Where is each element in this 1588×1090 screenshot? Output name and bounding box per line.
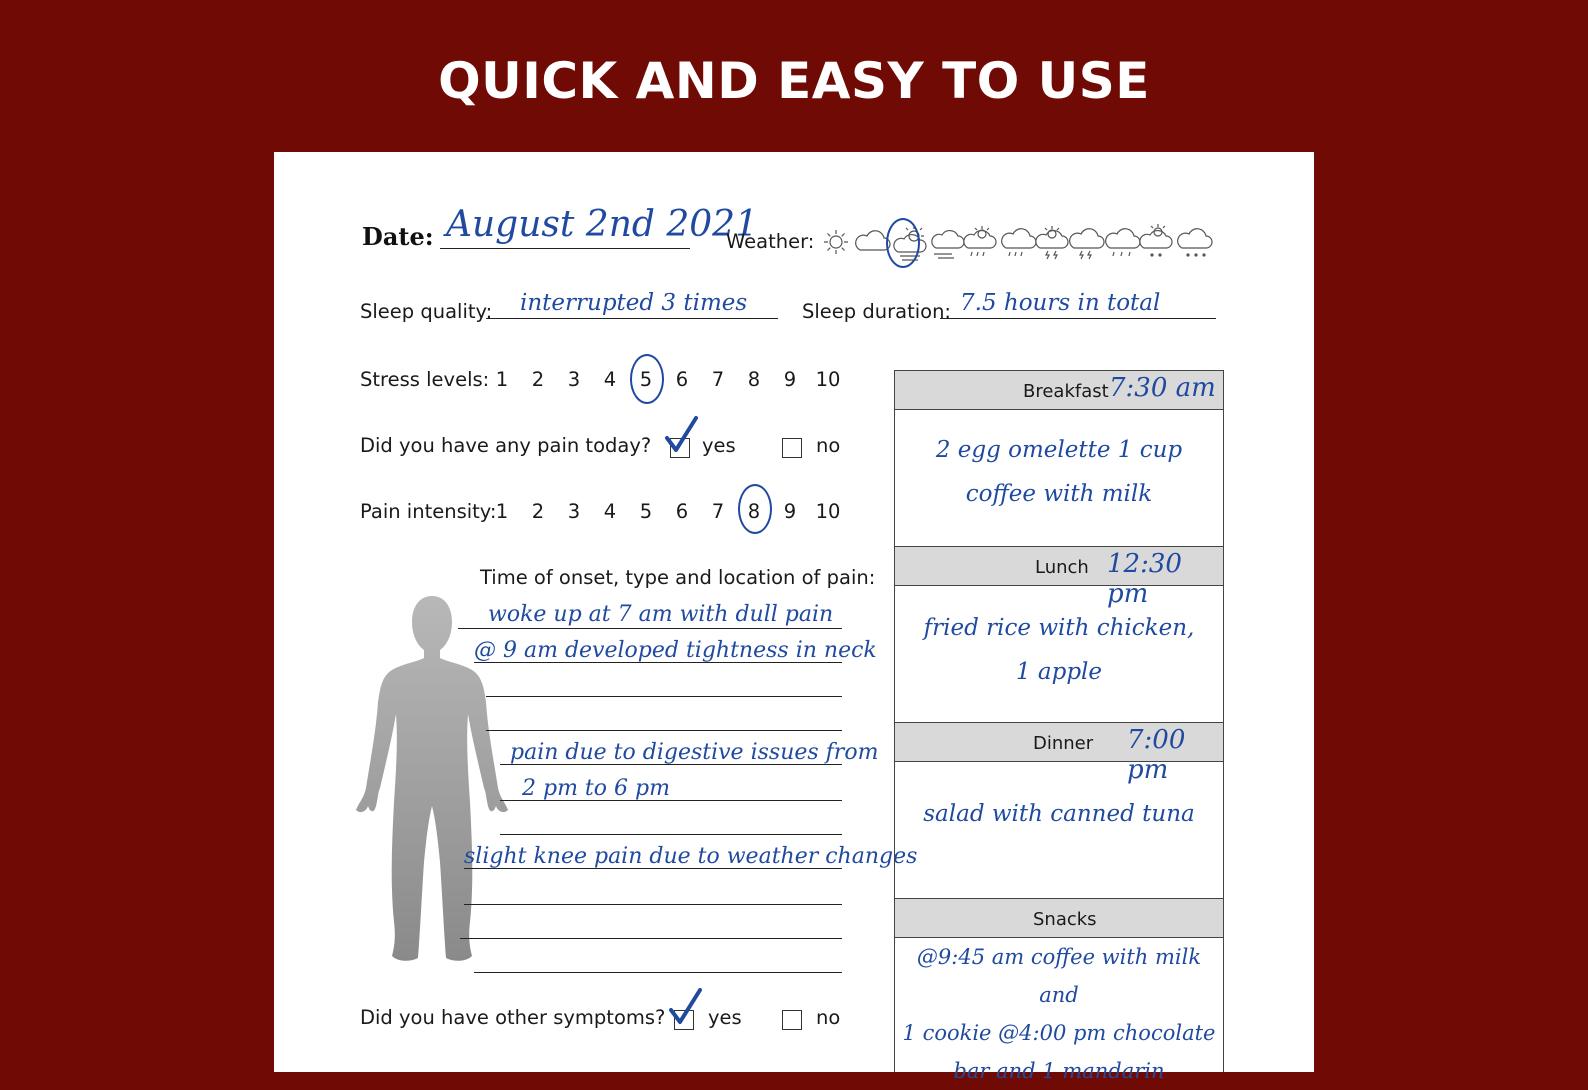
- stress-levels-label: Stress levels:: [360, 368, 490, 391]
- pain-yes-label: yes: [702, 434, 736, 457]
- pain-option[interactable]: 6: [675, 500, 689, 523]
- onset-line: [500, 834, 842, 835]
- sleep-quality-underline: [486, 318, 778, 319]
- sleep-duration-value[interactable]: 7.5 hours in total: [960, 290, 1161, 316]
- pain-option[interactable]: 8: [747, 500, 761, 523]
- dinner-header: [894, 722, 1224, 785]
- symptoms-no-checkbox[interactable]: [782, 1010, 802, 1030]
- banner-title: QUICK AND EASY TO USE: [438, 52, 1150, 110]
- breakfast-label: Breakfast: [1023, 381, 1109, 402]
- sleep-duration-label: Sleep duration:: [802, 300, 951, 323]
- pain-intensity-label: Pain intensity:: [360, 500, 497, 523]
- pain-no-checkbox[interactable]: [782, 438, 802, 458]
- pain-option[interactable]: 10: [815, 500, 841, 523]
- weather-label: Weather:: [726, 230, 815, 253]
- pain-journal-sheet: [274, 152, 1314, 1083]
- pain-option[interactable]: 3: [567, 500, 581, 523]
- pain-option[interactable]: 5: [639, 500, 653, 523]
- onset-line: [474, 972, 842, 973]
- pain-option[interactable]: 7: [711, 500, 725, 523]
- stress-option[interactable]: 1: [495, 368, 509, 391]
- sleep-duration-underline: [940, 318, 1216, 319]
- onset-line: [464, 904, 842, 905]
- snacks-label: Snacks: [1033, 909, 1097, 930]
- sun-icon: [824, 230, 848, 254]
- dinner-body[interactable]: [894, 762, 1224, 898]
- date-value[interactable]: August 2nd 2021: [446, 204, 758, 245]
- onset-line: [458, 628, 842, 629]
- stress-option[interactable]: 5: [639, 368, 653, 391]
- breakfast-line: 2 egg omelette 1 cup: [935, 437, 1183, 463]
- onset-line: [486, 730, 842, 731]
- stress-option[interactable]: 2: [531, 368, 545, 391]
- pain-option[interactable]: 1: [495, 500, 509, 523]
- onset-entry[interactable]: woke up at 7 am with dull pain: [488, 602, 834, 627]
- snacks-body[interactable]: [894, 938, 1224, 1083]
- dinner-label: Dinner: [1033, 733, 1094, 754]
- onset-line: [486, 696, 842, 697]
- cloud-snow-icon: [1178, 229, 1212, 248]
- snacks-line: @9:45 am coffee with milk and: [916, 945, 1202, 1007]
- onset-entry[interactable]: pain due to digestive issues from: [510, 740, 879, 765]
- breakfast-header: [894, 370, 1224, 410]
- sun-cloud-rain-icon: [964, 226, 996, 256]
- lunch-line: 1 apple: [1015, 659, 1103, 685]
- lunch-header: [894, 546, 1224, 609]
- other-symptoms-label: Did you have other symptoms?: [360, 1006, 666, 1029]
- onset-label: Time of onset, type and location of pain:: [480, 566, 876, 589]
- cloud-rain-icon: [1002, 229, 1036, 256]
- sun-cloud-snow-icon: [1140, 224, 1172, 248]
- date-underline: [440, 248, 690, 249]
- stress-option[interactable]: 8: [747, 368, 761, 391]
- lunch-line: fried rice with chicken,: [923, 615, 1195, 641]
- breakfast-time[interactable]: 7:30 am: [1109, 373, 1216, 403]
- weather-icons-row: [822, 218, 1222, 268]
- symptoms-yes-label: yes: [708, 1006, 742, 1029]
- lunch-body[interactable]: [894, 586, 1224, 722]
- sleep-quality-value[interactable]: interrupted 3 times: [520, 290, 748, 316]
- date-label: Date:: [362, 222, 434, 251]
- stress-option[interactable]: 10: [815, 368, 841, 391]
- dinner-line: salad with canned tuna: [923, 801, 1195, 827]
- cloud-sleet-icon: [1106, 229, 1140, 256]
- stress-option[interactable]: 7: [711, 368, 725, 391]
- onset-line: [460, 938, 842, 939]
- snacks-line: bar and 1 mandarin: [953, 1059, 1165, 1083]
- symptoms-no-label: no: [816, 1006, 841, 1029]
- breakfast-line: coffee with milk: [965, 481, 1153, 507]
- cloud-storm-icon: [1070, 229, 1104, 259]
- pain-option[interactable]: 4: [603, 500, 617, 523]
- pain-today-label: Did you have any pain today?: [360, 434, 652, 457]
- stress-option[interactable]: 6: [675, 368, 689, 391]
- sun-cloud-storm-icon: [1036, 226, 1068, 259]
- weather-selection-circle: [886, 218, 920, 268]
- pain-option[interactable]: 2: [531, 500, 545, 523]
- stress-option[interactable]: 4: [603, 368, 617, 391]
- lunch-label: Lunch: [1035, 557, 1089, 578]
- stress-option[interactable]: 9: [783, 368, 797, 391]
- pain-option[interactable]: 9: [783, 500, 797, 523]
- snacks-line: 1 cookie @4:00 pm chocolate: [902, 1021, 1216, 1045]
- pain-selection-circle: [738, 484, 772, 534]
- pain-yes-checkmark-icon: [662, 414, 702, 456]
- lunch-time[interactable]: 12:30 pm: [1107, 549, 1182, 609]
- breakfast-body[interactable]: [894, 410, 1224, 546]
- cloud-icon: [856, 231, 890, 250]
- pain-no-label: no: [816, 434, 841, 457]
- symptoms-yes-checkmark-icon: [666, 986, 706, 1028]
- stress-selection-circle: [630, 354, 664, 404]
- snacks-header: [894, 898, 1224, 938]
- stress-option[interactable]: 3: [567, 368, 581, 391]
- cloud-wind-icon: [932, 231, 964, 258]
- onset-entry[interactable]: 2 pm to 6 pm: [522, 776, 670, 801]
- onset-entry[interactable]: slight knee pain due to weather changes: [464, 844, 918, 869]
- onset-entry[interactable]: @ 9 am developed tightness in neck: [474, 638, 877, 663]
- dinner-time[interactable]: 7:00 pm: [1127, 725, 1186, 785]
- sleep-quality-label: Sleep quality:: [360, 300, 493, 323]
